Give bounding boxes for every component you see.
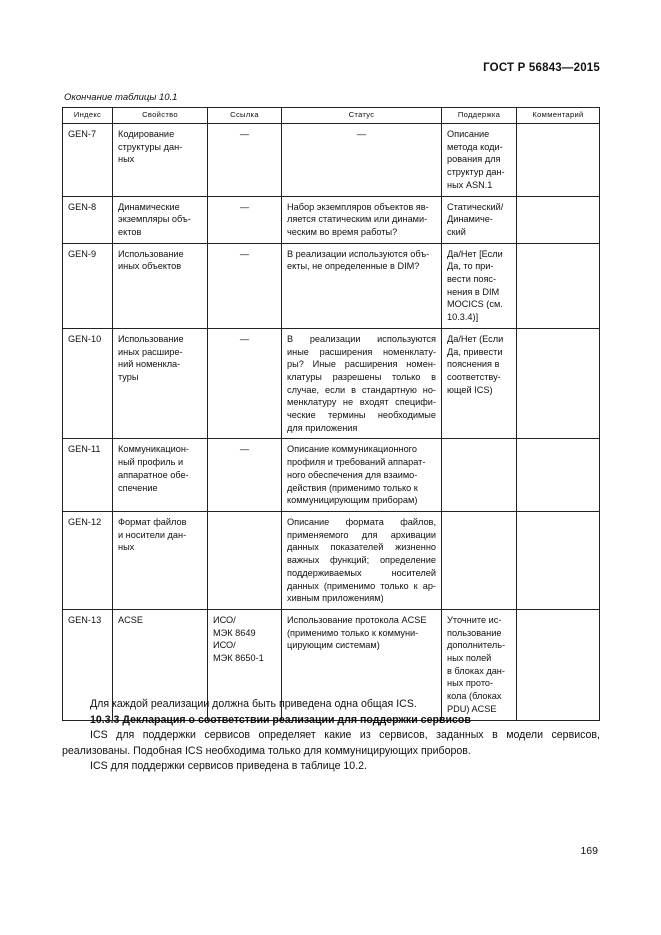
cell-line: —	[239, 248, 250, 259]
column-header-property: Свойство	[113, 108, 208, 124]
cell-line: ческим во время работы?	[287, 226, 398, 237]
cell-property	[113, 328, 208, 439]
cell-line: иных расшире-	[118, 346, 183, 357]
cell-line: аппаратное обе-	[118, 469, 189, 480]
cell-line: структур дан-	[447, 167, 505, 178]
cell-comment	[517, 439, 600, 512]
cell-index: GEN-10	[63, 328, 113, 439]
cell-line: и носители дан-	[118, 529, 187, 540]
table-row	[63, 124, 600, 197]
cell-line: Описание	[447, 129, 490, 139]
cell-reference	[208, 243, 282, 328]
table-body	[63, 124, 600, 721]
cell-line: менклатуру не входят специфи-	[287, 397, 436, 408]
cell-line: дополнитель-	[447, 640, 506, 651]
table-row	[63, 439, 600, 512]
cell-support	[442, 124, 517, 197]
cell-line: ных	[118, 154, 135, 165]
cell-line: кола (блоках	[447, 691, 502, 702]
table-row	[63, 511, 600, 609]
cell-line: Описание коммуникационного	[287, 444, 417, 455]
cell-line: иных объектов	[118, 261, 182, 272]
cell-status	[282, 511, 442, 609]
page-number: 169	[580, 845, 598, 857]
cell-index: GEN-9	[63, 243, 113, 328]
cell-line: структуры дан-	[118, 141, 183, 152]
cell-line: —	[239, 129, 250, 139]
cell-property	[113, 511, 208, 609]
cell-line: поддерживаемых носителей	[287, 567, 436, 578]
cell-line: МЭК 8650-1	[213, 653, 264, 664]
cell-line: метода коди-	[447, 141, 503, 152]
cell-reference	[208, 196, 282, 243]
cell-line: Динамические	[118, 201, 180, 212]
cell-line: Использование протокола ACSE	[287, 614, 427, 625]
cell-line: (применимо только к коммуни-	[287, 627, 419, 638]
cell-line: —	[239, 333, 250, 344]
cell-line: клатуры разрешены только в	[287, 371, 436, 382]
cell-line: спечение	[118, 482, 158, 493]
cell-line: действия (применимо только к	[287, 482, 418, 493]
cell-line: в блоках дан-	[447, 665, 505, 676]
cell-index: GEN-12	[63, 511, 113, 609]
cell-line: екты, не определенные в DIM?	[287, 261, 420, 272]
cell-line: хивным приложениям)	[287, 593, 384, 604]
cell-line: Коммуникацион-	[118, 444, 189, 455]
body-text	[62, 697, 600, 775]
cell-line: Статический/	[447, 201, 504, 212]
cell-line: ACSE	[118, 614, 144, 625]
cell-line: иные расширения номенклату-	[287, 346, 436, 357]
cell-line: данных (применимо только к ар-	[287, 580, 436, 591]
cell-status	[282, 243, 442, 328]
cell-property	[113, 243, 208, 328]
cell-line: ИСО/	[213, 614, 236, 625]
cell-reference	[208, 124, 282, 197]
cell-index: GEN-13	[63, 609, 113, 720]
cell-line: ных	[118, 542, 135, 553]
cell-line: В реализации используются	[287, 333, 436, 344]
table-row	[63, 328, 600, 439]
cell-index: GEN-11	[63, 439, 113, 512]
cell-line: —	[356, 129, 367, 139]
cell-line: 10.3.4)]	[447, 312, 479, 323]
column-header-index: Индекс	[63, 108, 113, 124]
cell-status	[282, 439, 442, 512]
cell-line: Динамиче-	[447, 214, 493, 225]
column-header-comment: Комментарий	[517, 108, 600, 124]
column-header-reference: Ссылка	[208, 108, 282, 124]
cell-line: профиля и требований аппарат-	[287, 457, 426, 468]
document-code: ГОСТ Р 56843—2015	[483, 62, 600, 74]
cell-line: соответству-	[447, 371, 501, 382]
paragraph-service-ics: ICS для поддержки сервисов определяет какие из сервисов, заданных в модели сервисов, реализованы. Подобная ICS необходима только для коммуницирующих приборов.	[62, 729, 600, 757]
cell-support	[442, 511, 517, 609]
cell-line: ный профиль и	[118, 457, 184, 468]
cell-line: ский	[447, 226, 466, 237]
ics-table	[62, 107, 600, 721]
cell-line: рования для	[447, 154, 501, 165]
table-row	[63, 243, 600, 328]
cell-line: Кодирование	[118, 129, 175, 139]
cell-line: цирующим системам)	[287, 640, 380, 651]
cell-comment	[517, 124, 600, 197]
cell-line: Использование	[118, 248, 184, 259]
cell-line: Да, то при-	[447, 261, 494, 272]
cell-line: данных показателей жизненно	[287, 542, 436, 553]
cell-index: GEN-7	[63, 124, 113, 197]
cell-line: применяемого для архивации	[287, 529, 436, 540]
section-heading: 10.3.3 Декларация о соответствии реализации для поддержки сервисов	[90, 713, 471, 726]
cell-line: ний номенкла-	[118, 359, 181, 370]
cell-support	[442, 196, 517, 243]
cell-property	[113, 196, 208, 243]
cell-support	[442, 439, 517, 512]
cell-status	[282, 328, 442, 439]
cell-line: ектов	[118, 226, 142, 237]
cell-index: GEN-8	[63, 196, 113, 243]
paragraph-general-ics: Для каждой реализации должна быть приведена одна общая ICS.	[90, 698, 417, 710]
cell-line: Использование	[118, 333, 184, 344]
cell-line: нения в DIM	[447, 286, 500, 297]
cell-line: Формат файлов	[118, 516, 187, 527]
cell-line: ных ASN.1	[447, 179, 493, 190]
cell-line: экземпляры объ-	[118, 214, 191, 225]
cell-support	[442, 243, 517, 328]
cell-reference	[208, 511, 282, 609]
cell-line: для приложения	[287, 422, 358, 433]
cell-comment	[517, 243, 600, 328]
cell-line: Да, привести	[447, 346, 503, 357]
cell-line: ляется статическим или динами-	[287, 214, 428, 225]
cell-line: Да/Нет (Если	[447, 333, 504, 344]
cell-line: важных функций; определение	[287, 555, 436, 566]
cell-line: PDU) ACSE	[447, 703, 497, 714]
cell-line: ющей ICS)	[447, 384, 493, 395]
cell-support	[442, 328, 517, 439]
cell-comment	[517, 328, 600, 439]
table-header-row	[63, 108, 600, 124]
cell-reference	[208, 328, 282, 439]
cell-line: пользование	[447, 627, 502, 638]
cell-line: —	[239, 444, 250, 455]
cell-line: MOCICS (см.	[447, 299, 503, 310]
cell-status	[282, 124, 442, 197]
cell-line: Описание формата файлов,	[287, 516, 436, 527]
cell-line: вести пояс-	[447, 274, 497, 285]
cell-line: ных полей	[447, 653, 492, 664]
cell-property	[113, 124, 208, 197]
cell-line: Да/Нет [Если	[447, 248, 503, 259]
cell-line: МЭК 8649	[213, 627, 256, 638]
cell-line: —	[239, 201, 250, 212]
cell-line: Уточните ис-	[447, 614, 502, 625]
cell-line: Набор экземпляров объектов яв-	[287, 201, 429, 212]
cell-property	[113, 439, 208, 512]
table-caption: Окончание таблицы 10.1	[64, 92, 178, 103]
cell-line: ческие термины необходимые	[287, 410, 436, 421]
cell-line: пояснения в	[447, 359, 500, 370]
cell-comment	[517, 196, 600, 243]
table-row	[63, 196, 600, 243]
cell-line: ных прото-	[447, 678, 494, 689]
cell-line: В реализации используются объ-	[287, 248, 430, 259]
paragraph-table-ref: ICS для поддержки сервисов приведена в таблице 10.2.	[90, 760, 367, 772]
cell-line: ИСО/	[213, 640, 236, 651]
column-header-status: Статус	[282, 108, 442, 124]
cell-line: коммуницирующим приборам)	[287, 495, 418, 506]
cell-line: туры	[118, 371, 139, 382]
cell-line: ного обеспечения для взаимо-	[287, 469, 418, 480]
cell-line: случае, если в стандартную но-	[287, 384, 436, 395]
column-header-support: Поддержка	[442, 108, 517, 124]
cell-reference	[208, 439, 282, 512]
cell-line: ры? Иные расширения номен-	[287, 359, 436, 370]
cell-status	[282, 196, 442, 243]
cell-comment	[517, 511, 600, 609]
